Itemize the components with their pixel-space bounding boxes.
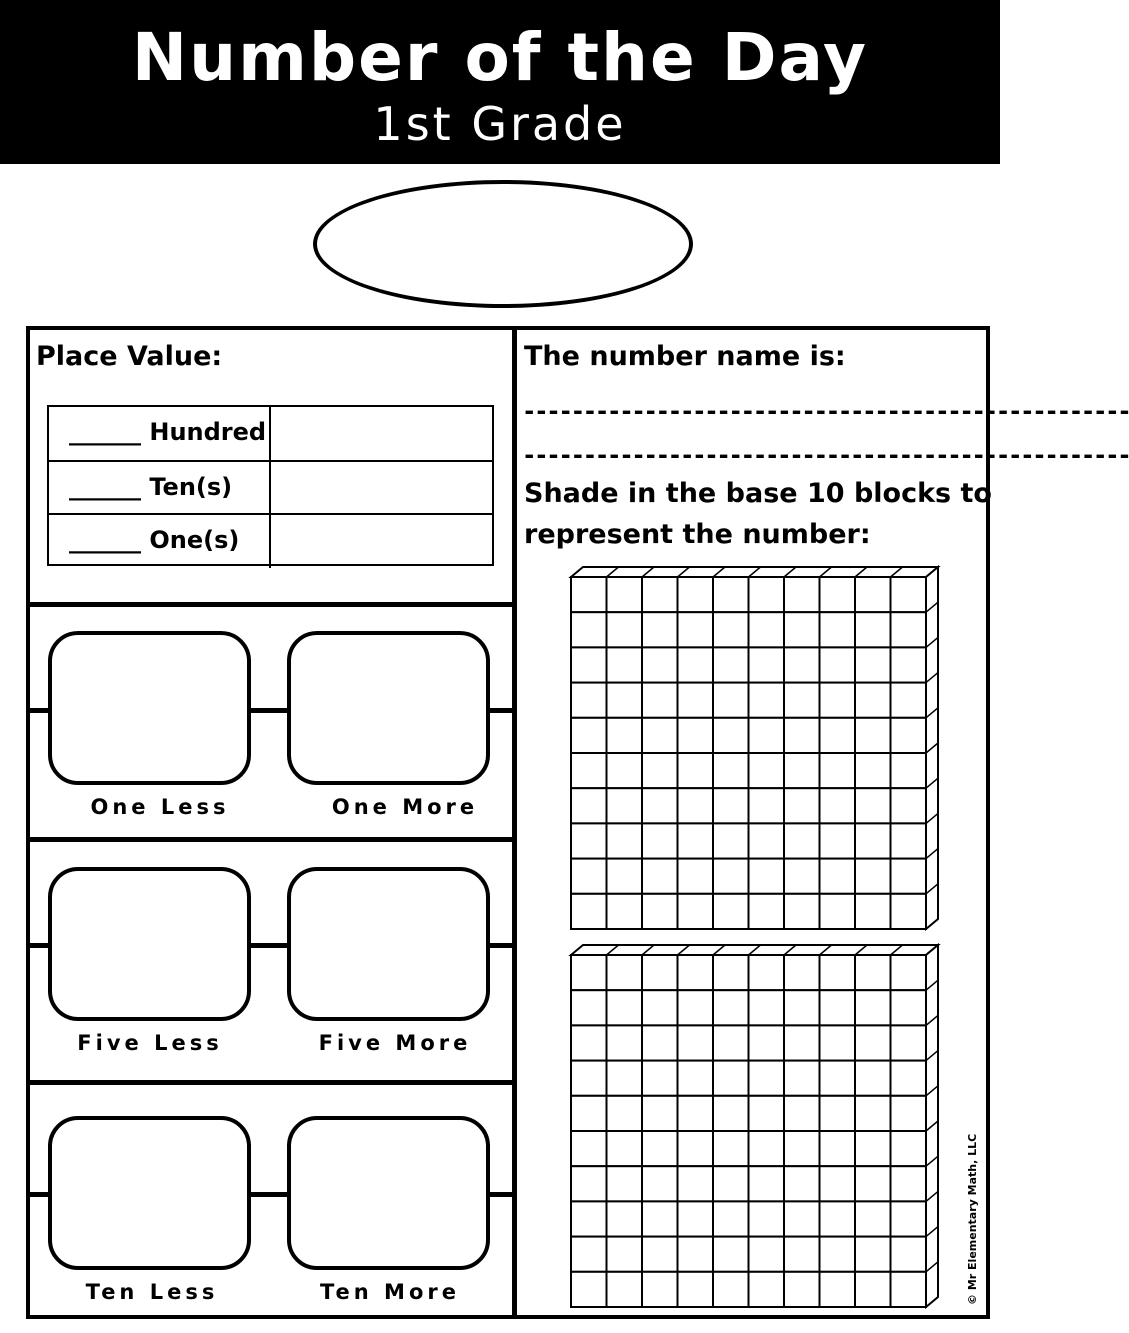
grid-cell[interactable] xyxy=(607,894,643,929)
grid-cell[interactable] xyxy=(784,894,820,929)
grid-cell[interactable] xyxy=(713,859,749,894)
grid-cell[interactable] xyxy=(713,612,749,647)
grid-cell[interactable] xyxy=(820,718,856,753)
grid-cell[interactable] xyxy=(678,647,714,682)
grid-cell[interactable] xyxy=(678,990,714,1025)
grid-cell[interactable] xyxy=(607,1272,643,1307)
grid-cell[interactable] xyxy=(784,788,820,823)
grid-cell[interactable] xyxy=(820,1201,856,1236)
grid-cell[interactable] xyxy=(855,823,891,858)
grid-cell[interactable] xyxy=(571,1272,607,1307)
hundred-flat-grid[interactable] xyxy=(568,565,942,933)
grid-cell[interactable] xyxy=(713,647,749,682)
grid-cell[interactable] xyxy=(642,1061,678,1096)
grid-cell[interactable] xyxy=(820,859,856,894)
one-less-label: One Less xyxy=(90,795,230,819)
grid-cell[interactable] xyxy=(784,1025,820,1060)
grid-cell[interactable] xyxy=(784,577,820,612)
place-value-table xyxy=(47,405,494,566)
grid-cell[interactable] xyxy=(607,1061,643,1096)
page-title: Number of the Day xyxy=(131,19,869,96)
grid-cell[interactable] xyxy=(749,612,785,647)
place-value-label-cell xyxy=(49,462,271,515)
column-divider xyxy=(512,326,517,1319)
grid-cell[interactable] xyxy=(678,1201,714,1236)
grid-cell[interactable] xyxy=(784,1201,820,1236)
grid-cell[interactable] xyxy=(855,955,891,990)
grid-cell[interactable] xyxy=(820,1166,856,1201)
grid-cell[interactable] xyxy=(855,1131,891,1166)
number-name-line[interactable]: -------------------------------------------------- xyxy=(522,441,1129,469)
base-ten-instruction: Shade in the base 10 blocks to xyxy=(524,478,992,509)
grid-cell[interactable] xyxy=(855,1272,891,1307)
grid-cell[interactable] xyxy=(571,859,607,894)
grid-cell[interactable] xyxy=(607,577,643,612)
one-less-box[interactable] xyxy=(48,631,251,785)
grid-cell[interactable] xyxy=(607,683,643,718)
grid-cell[interactable] xyxy=(749,1201,785,1236)
number-oval[interactable] xyxy=(313,180,693,308)
grid-cell[interactable] xyxy=(891,647,927,682)
grid-cell[interactable] xyxy=(784,1237,820,1272)
grid-cell[interactable] xyxy=(749,894,785,929)
grid-cell[interactable] xyxy=(678,1061,714,1096)
grid-cell[interactable] xyxy=(891,1131,927,1166)
grid-cell[interactable] xyxy=(571,1025,607,1060)
grid-cell[interactable] xyxy=(678,1096,714,1131)
grid-cell[interactable] xyxy=(749,955,785,990)
grid-cell[interactable] xyxy=(713,823,749,858)
grid-cell[interactable] xyxy=(820,955,856,990)
grid-cell[interactable] xyxy=(891,1272,927,1307)
copyright-text: © Mr Elementary Math, LLC xyxy=(966,1133,979,1305)
place-value-label-cell xyxy=(49,515,271,568)
grid-cell[interactable] xyxy=(820,1025,856,1060)
grid-cell[interactable] xyxy=(713,718,749,753)
grid-cell[interactable] xyxy=(749,1272,785,1307)
place-value-answer-cell[interactable] xyxy=(271,462,492,515)
grid-cell[interactable] xyxy=(855,1237,891,1272)
grid-cell[interactable] xyxy=(820,612,856,647)
grid-cell[interactable] xyxy=(784,718,820,753)
grid-cell[interactable] xyxy=(855,612,891,647)
grid-cell[interactable] xyxy=(571,1166,607,1201)
grid-cell[interactable] xyxy=(749,1237,785,1272)
grid-cell[interactable] xyxy=(642,1131,678,1166)
grid-cell[interactable] xyxy=(642,718,678,753)
grid-cell[interactable] xyxy=(678,612,714,647)
grid-cell[interactable] xyxy=(607,753,643,788)
grid-cell[interactable] xyxy=(855,1096,891,1131)
grid-cell[interactable] xyxy=(642,823,678,858)
grid-cell[interactable] xyxy=(642,1166,678,1201)
grid-cell[interactable] xyxy=(642,894,678,929)
grid-cell[interactable] xyxy=(855,683,891,718)
grid-cell[interactable] xyxy=(607,823,643,858)
grid-cell[interactable] xyxy=(820,1272,856,1307)
grid-cell[interactable] xyxy=(784,683,820,718)
grid-cell[interactable] xyxy=(642,647,678,682)
grid-cell[interactable] xyxy=(820,788,856,823)
grid-cell[interactable] xyxy=(607,859,643,894)
grid-cell[interactable] xyxy=(713,577,749,612)
five-less-box[interactable] xyxy=(48,867,251,1021)
grid-cell[interactable] xyxy=(820,1096,856,1131)
grid-cell[interactable] xyxy=(820,823,856,858)
grid-cell[interactable] xyxy=(784,990,820,1025)
grid-cell[interactable] xyxy=(820,577,856,612)
grid-cell[interactable] xyxy=(678,859,714,894)
grid-cell[interactable] xyxy=(855,1201,891,1236)
grid-cell[interactable] xyxy=(713,1025,749,1060)
grid-cell[interactable] xyxy=(891,1061,927,1096)
grid-cell[interactable] xyxy=(642,1272,678,1307)
grid-cell[interactable] xyxy=(713,788,749,823)
grid-cell[interactable] xyxy=(820,683,856,718)
grid-cell[interactable] xyxy=(749,1061,785,1096)
grid-cell[interactable] xyxy=(571,990,607,1025)
grid-cell[interactable] xyxy=(820,1131,856,1166)
grid-cell[interactable] xyxy=(571,1131,607,1166)
grid-cell[interactable] xyxy=(642,612,678,647)
grid-cell[interactable] xyxy=(642,1096,678,1131)
grid-cell[interactable] xyxy=(713,894,749,929)
grid-cell[interactable] xyxy=(749,1166,785,1201)
page-subtitle: 1st Grade xyxy=(373,97,627,151)
base-ten-block[interactable] xyxy=(568,565,942,933)
place-value-row xyxy=(49,407,492,460)
grid-cell[interactable] xyxy=(642,990,678,1025)
grid-cell[interactable] xyxy=(607,1096,643,1131)
grid-cell[interactable] xyxy=(571,753,607,788)
grid-cell[interactable] xyxy=(891,1201,927,1236)
ten-less-box[interactable] xyxy=(48,1116,251,1270)
grid-cell[interactable] xyxy=(713,1237,749,1272)
grid-cell[interactable] xyxy=(855,1166,891,1201)
grid-cell[interactable] xyxy=(855,788,891,823)
grid-cell[interactable] xyxy=(891,1237,927,1272)
grid-cell[interactable] xyxy=(784,955,820,990)
grid-cell[interactable] xyxy=(749,1025,785,1060)
grid-cell[interactable] xyxy=(855,718,891,753)
one-more-box[interactable] xyxy=(287,631,490,785)
grid-cell[interactable] xyxy=(607,1131,643,1166)
grid-cell[interactable] xyxy=(855,1025,891,1060)
grid-cell[interactable] xyxy=(607,647,643,682)
grid-cell[interactable] xyxy=(642,955,678,990)
grid-cell[interactable] xyxy=(607,788,643,823)
grid-cell[interactable] xyxy=(749,577,785,612)
grid-cell[interactable] xyxy=(784,1131,820,1166)
five-less-label: Five Less xyxy=(77,1031,223,1055)
grid-cell[interactable] xyxy=(749,647,785,682)
place-value-row xyxy=(49,513,492,568)
grid-cell[interactable] xyxy=(855,859,891,894)
grid-cell[interactable] xyxy=(784,823,820,858)
grid-cell[interactable] xyxy=(713,1201,749,1236)
grid-cell[interactable] xyxy=(607,955,643,990)
grid-cell[interactable] xyxy=(784,1061,820,1096)
grid-cell[interactable] xyxy=(678,718,714,753)
grid-cell[interactable] xyxy=(571,1237,607,1272)
grid-cell[interactable] xyxy=(891,718,927,753)
grid-cell[interactable] xyxy=(678,753,714,788)
grid-cell[interactable] xyxy=(713,1096,749,1131)
grid-cell[interactable] xyxy=(891,577,927,612)
grid-cell[interactable] xyxy=(784,647,820,682)
grid-cell[interactable] xyxy=(571,1061,607,1096)
grid-cell[interactable] xyxy=(891,823,927,858)
grid-cell[interactable] xyxy=(713,1272,749,1307)
grid-cell[interactable] xyxy=(607,1201,643,1236)
grid-cell[interactable] xyxy=(713,1061,749,1096)
grid-cell[interactable] xyxy=(678,1166,714,1201)
grid-cell[interactable] xyxy=(855,647,891,682)
grid-cell[interactable] xyxy=(607,612,643,647)
grid-cell[interactable] xyxy=(820,753,856,788)
ten-less-label: Ten Less xyxy=(85,1280,219,1304)
grid-cell[interactable] xyxy=(678,823,714,858)
grid-cell[interactable] xyxy=(571,718,607,753)
grid-cell[interactable] xyxy=(571,1096,607,1131)
ten-more-box[interactable] xyxy=(287,1116,490,1270)
place-value-row xyxy=(49,460,492,515)
number-name-heading: The number name is: xyxy=(524,341,846,372)
grid-cell[interactable] xyxy=(855,990,891,1025)
grid-cell[interactable] xyxy=(678,683,714,718)
grid-cell[interactable] xyxy=(678,1237,714,1272)
grid-cell[interactable] xyxy=(784,612,820,647)
grid-cell[interactable] xyxy=(784,1096,820,1131)
grid-cell[interactable] xyxy=(749,823,785,858)
section-divider xyxy=(26,602,516,607)
grid-cell[interactable] xyxy=(678,955,714,990)
one-more-label: One More xyxy=(331,795,479,819)
section-divider xyxy=(26,1080,516,1085)
grid-cell[interactable] xyxy=(820,894,856,929)
grid-cell[interactable] xyxy=(713,753,749,788)
grid-cell[interactable] xyxy=(642,577,678,612)
grid-cell[interactable] xyxy=(749,1096,785,1131)
grid-cell[interactable] xyxy=(678,894,714,929)
grid-cell[interactable] xyxy=(571,1201,607,1236)
grid-cell[interactable] xyxy=(784,1272,820,1307)
header-banner xyxy=(0,0,1000,164)
place-value-answer-cell[interactable] xyxy=(271,407,492,460)
grid-cell[interactable] xyxy=(713,1166,749,1201)
place-value-answer-cell[interactable] xyxy=(271,515,492,568)
grid-cell[interactable] xyxy=(642,753,678,788)
grid-cell[interactable] xyxy=(571,612,607,647)
grid-cell[interactable] xyxy=(642,1237,678,1272)
grid-cell[interactable] xyxy=(607,1025,643,1060)
grid-cell[interactable] xyxy=(784,1166,820,1201)
grid-cell[interactable] xyxy=(891,859,927,894)
grid-cell[interactable] xyxy=(607,1166,643,1201)
grid-cell[interactable] xyxy=(749,990,785,1025)
grid-cell[interactable] xyxy=(642,1025,678,1060)
grid-cell[interactable] xyxy=(571,894,607,929)
grid-cell[interactable] xyxy=(749,859,785,894)
grid-cell[interactable] xyxy=(607,1237,643,1272)
grid-cell[interactable] xyxy=(749,753,785,788)
grid-cell[interactable] xyxy=(678,1025,714,1060)
grid-cell[interactable] xyxy=(855,753,891,788)
grid-cell[interactable] xyxy=(784,753,820,788)
place-value-label: ______ Hundred xyxy=(69,418,267,446)
grid-cell[interactable] xyxy=(855,1061,891,1096)
base-ten-block[interactable] xyxy=(568,943,942,1311)
section-divider xyxy=(26,837,516,842)
place-value-heading: Place Value: xyxy=(36,341,223,372)
grid-cell[interactable] xyxy=(678,577,714,612)
grid-cell[interactable] xyxy=(891,990,927,1025)
grid-cell[interactable] xyxy=(891,1166,927,1201)
grid-cell[interactable] xyxy=(607,718,643,753)
grid-cell[interactable] xyxy=(891,612,927,647)
grid-cell[interactable] xyxy=(820,990,856,1025)
grid-cell[interactable] xyxy=(678,788,714,823)
place-value-label-cell xyxy=(49,407,271,460)
grid-cell[interactable] xyxy=(820,1237,856,1272)
grid-cell[interactable] xyxy=(891,1025,927,1060)
grid-cell[interactable] xyxy=(642,1201,678,1236)
base-ten-instruction: represent the number: xyxy=(524,519,871,550)
grid-cell[interactable] xyxy=(749,683,785,718)
grid-cell[interactable] xyxy=(571,823,607,858)
grid-cell[interactable] xyxy=(749,1131,785,1166)
grid-cell[interactable] xyxy=(571,788,607,823)
grid-cell[interactable] xyxy=(713,955,749,990)
grid-cell[interactable] xyxy=(891,955,927,990)
grid-cell[interactable] xyxy=(607,990,643,1025)
ten-more-label: Ten More xyxy=(320,1280,460,1304)
place-value-label: ______ Ten(s) xyxy=(69,473,233,501)
number-name-line[interactable]: -------------------------------------------------- xyxy=(522,397,1129,425)
grid-cell[interactable] xyxy=(571,647,607,682)
grid-cell[interactable] xyxy=(891,753,927,788)
grid-cell[interactable] xyxy=(820,647,856,682)
grid-cell[interactable] xyxy=(571,683,607,718)
grid-cell[interactable] xyxy=(855,894,891,929)
grid-cell[interactable] xyxy=(678,1272,714,1307)
hundred-flat-grid[interactable] xyxy=(568,943,942,1311)
grid-cell[interactable] xyxy=(891,788,927,823)
grid-cell[interactable] xyxy=(571,577,607,612)
place-value-label: ______ One(s) xyxy=(69,526,240,554)
grid-cell[interactable] xyxy=(678,1131,714,1166)
grid-cell[interactable] xyxy=(713,683,749,718)
grid-cell[interactable] xyxy=(642,788,678,823)
grid-cell[interactable] xyxy=(784,859,820,894)
grid-cell[interactable] xyxy=(642,859,678,894)
grid-cell[interactable] xyxy=(713,990,749,1025)
grid-cell[interactable] xyxy=(749,788,785,823)
grid-cell[interactable] xyxy=(713,1131,749,1166)
grid-cell[interactable] xyxy=(891,1096,927,1131)
grid-cell[interactable] xyxy=(855,577,891,612)
five-more-box[interactable] xyxy=(287,867,490,1021)
grid-cell[interactable] xyxy=(571,955,607,990)
grid-cell[interactable] xyxy=(891,894,927,929)
grid-cell[interactable] xyxy=(891,683,927,718)
five-more-label: Five More xyxy=(318,1031,472,1055)
grid-cell[interactable] xyxy=(642,683,678,718)
grid-cell[interactable] xyxy=(820,1061,856,1096)
grid-cell[interactable] xyxy=(749,718,785,753)
